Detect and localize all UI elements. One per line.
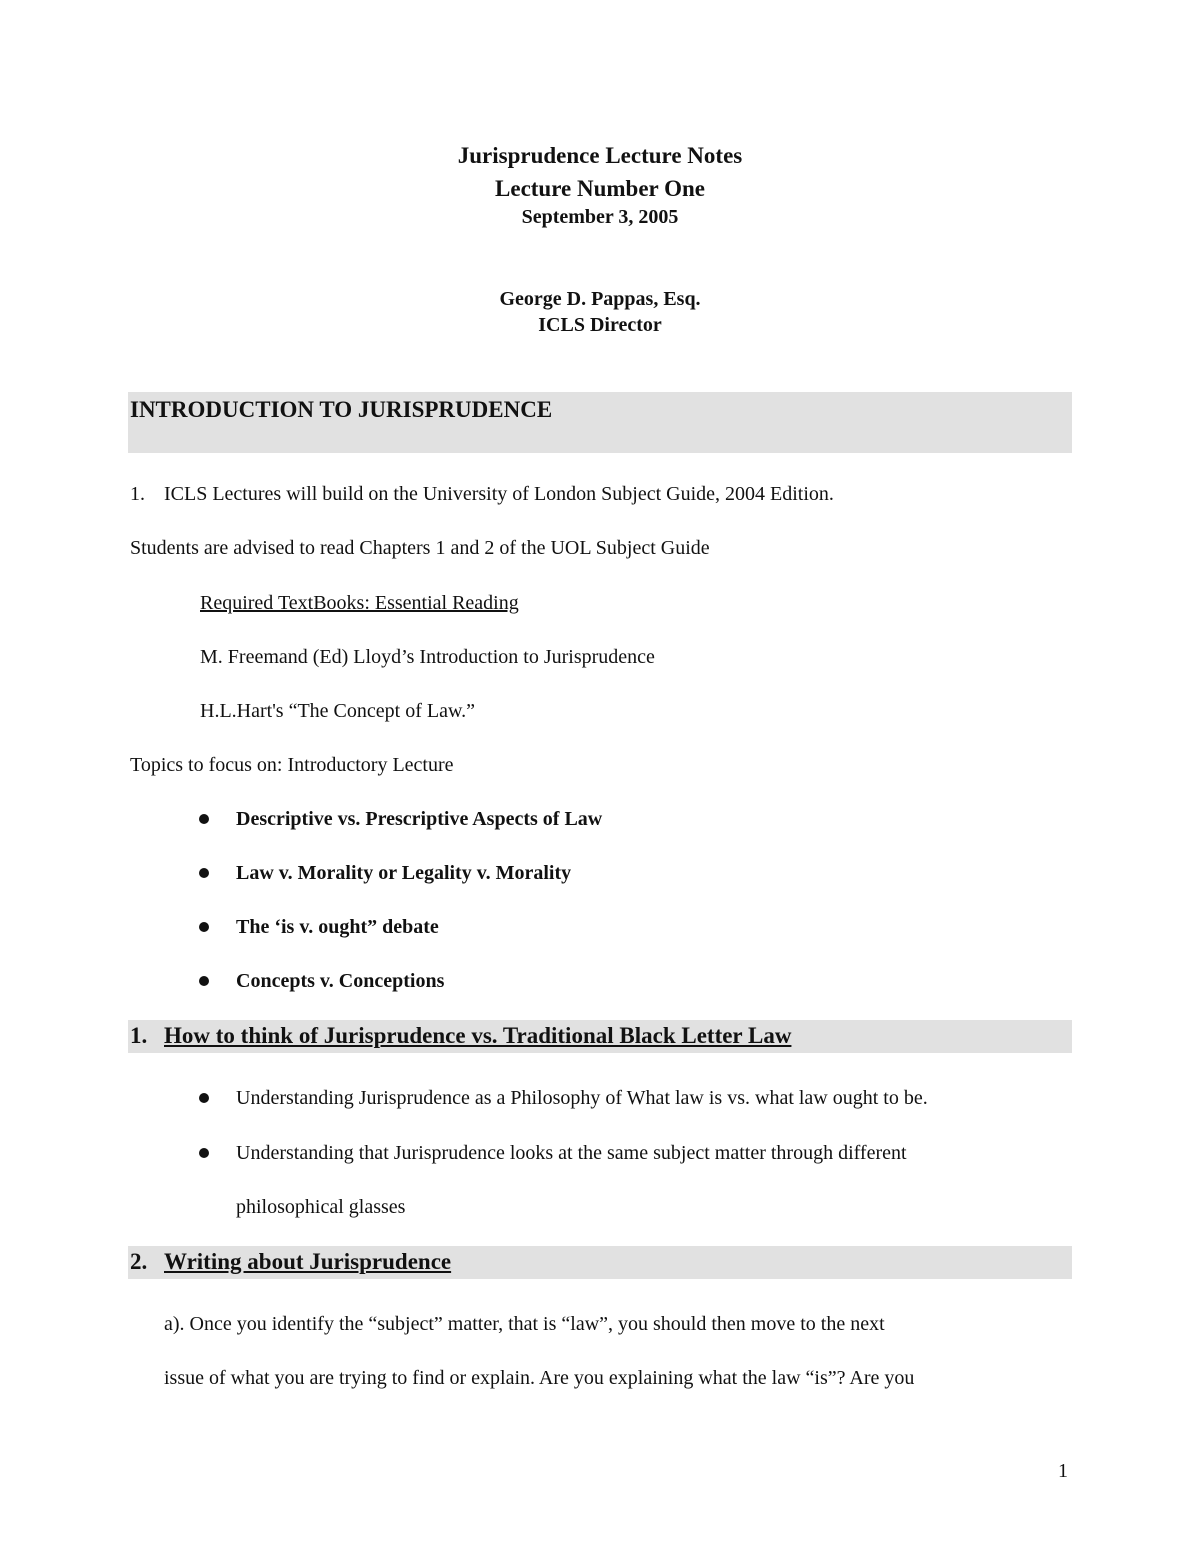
bullet-icon	[199, 1093, 209, 1103]
section-1-bullet-continuation: philosophical glasses	[236, 1196, 406, 1218]
intro-heading: INTRODUCTION TO JURISPRUDENCE	[130, 397, 553, 422]
section-2-number: 2.	[130, 1249, 148, 1274]
topic-item: Descriptive vs. Prescriptive Aspects of Law	[236, 808, 603, 830]
section-2-paragraph-line: a). Once you identify the “subject” matter, that is “law”, you should then move to the next	[164, 1313, 885, 1335]
topic-item: Law v. Morality or Legality v. Morality	[236, 862, 572, 884]
intro-heading-box	[128, 392, 1072, 453]
topic-item: The ‘is v. ought” debate	[236, 916, 439, 938]
section-1-title: How to think of Jurisprudence vs. Traditional Black Letter Law	[164, 1023, 792, 1048]
book-item: M. Freemand (Ed) Lloyd’s Introduction to Jurisprudence	[200, 646, 655, 668]
bullet-icon	[199, 814, 209, 824]
section-1-heading-bar	[128, 1020, 1072, 1053]
section-2-paragraph-line: issue of what you are trying to find or explain. Are you explaining what the law “is”? Are you	[164, 1367, 915, 1389]
bullet-icon	[199, 868, 209, 878]
book-item: H.L.Hart's “The Concept of Law.”	[200, 700, 475, 722]
intro-item-text: ICLS Lectures will build on the University of London Subject Guide, 2004 Edition.	[164, 483, 834, 505]
topics-label: Topics to focus on: Introductory Lecture	[130, 754, 454, 776]
topic-item: Concepts v. Conceptions	[236, 970, 445, 992]
section-1-bullet: Understanding that Jurisprudence looks at the same subject matter through different	[236, 1142, 907, 1164]
intro-item-number: 1.	[130, 483, 145, 505]
section-2-title: Writing about Jurisprudence	[164, 1249, 452, 1274]
advice-text: Students are advised to read Chapters 1 and 2 of the UOL Subject Guide	[130, 537, 710, 559]
bullet-icon	[199, 976, 209, 986]
author-name: George D. Pappas, Esq.	[499, 288, 701, 310]
lecture-number: Lecture Number One	[495, 176, 705, 201]
required-textbooks-heading: Required TextBooks: Essential Reading	[200, 592, 519, 614]
bullet-icon	[199, 1148, 209, 1158]
author-role: ICLS Director	[538, 314, 662, 336]
section-1-number: 1.	[130, 1023, 148, 1048]
bullet-icon	[199, 922, 209, 932]
lecture-date: September 3, 2005	[521, 206, 679, 228]
section-1-bullet: Understanding Jurisprudence as a Philosophy of What law is vs. what law ought to be.	[236, 1087, 928, 1109]
page-number: 1	[1058, 1460, 1068, 1482]
section-2-heading-bar	[128, 1246, 1072, 1279]
document-title: Jurisprudence Lecture Notes	[457, 143, 743, 168]
